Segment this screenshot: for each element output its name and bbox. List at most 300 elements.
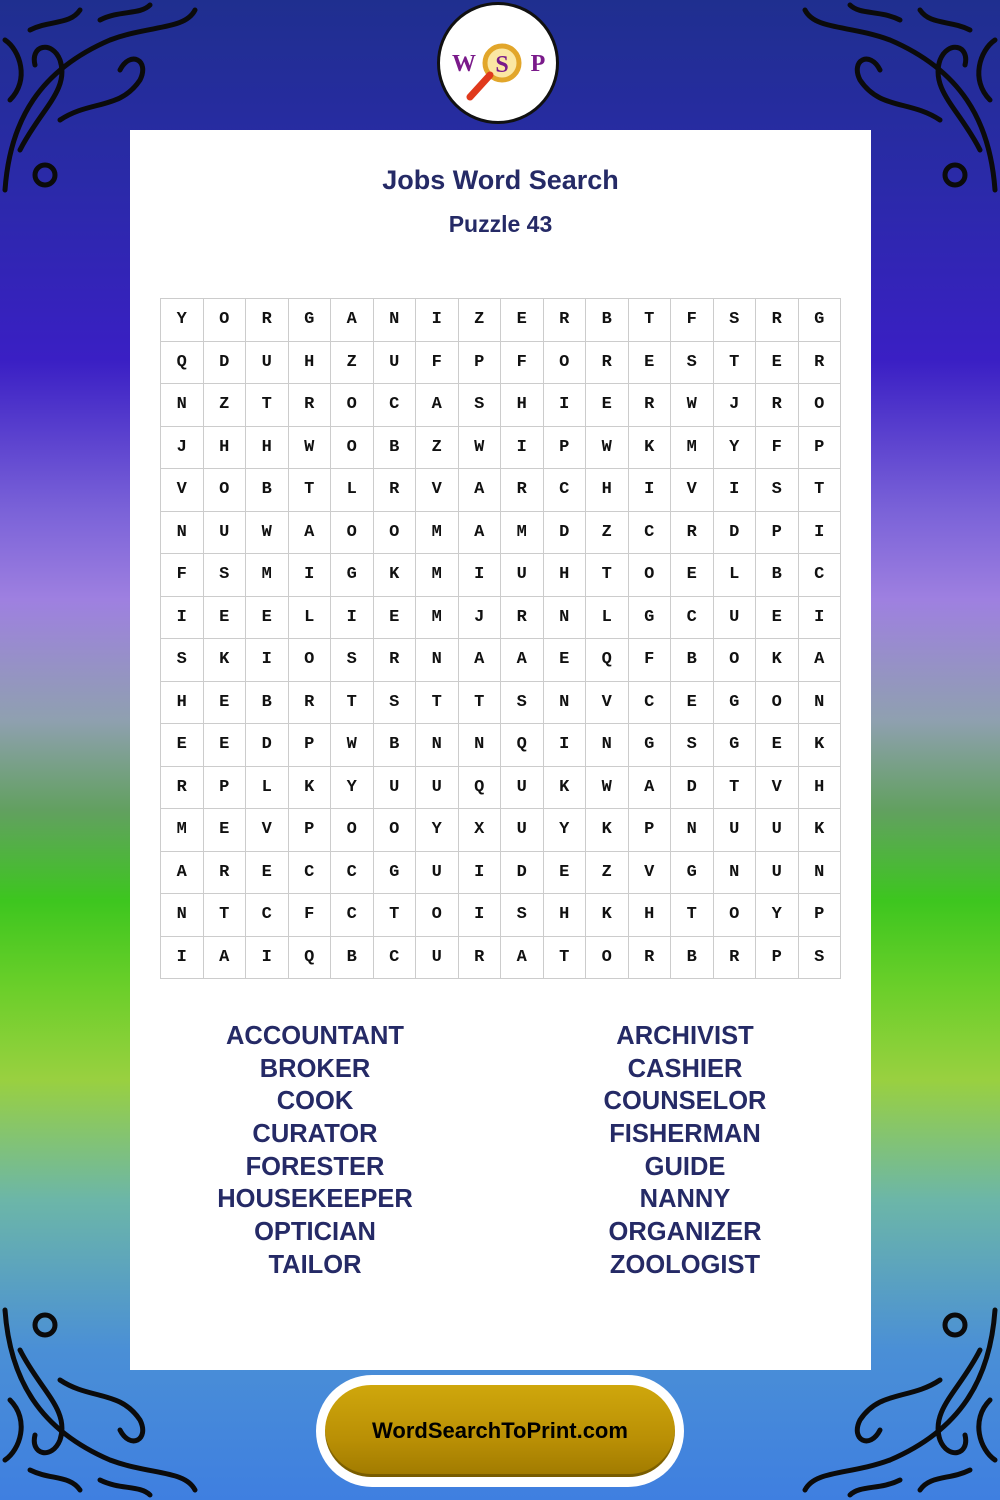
grid-cell[interactable]: P <box>756 936 799 979</box>
grid-cell[interactable]: S <box>458 384 501 427</box>
grid-cell[interactable]: G <box>288 299 331 342</box>
grid-cell[interactable]: A <box>331 299 374 342</box>
grid-cell[interactable]: Z <box>331 341 374 384</box>
grid-cell[interactable]: I <box>543 724 586 767</box>
page-title: Jobs Word Search <box>382 165 619 195</box>
grid-cell[interactable]: A <box>203 936 246 979</box>
grid-cell[interactable]: Q <box>288 936 331 979</box>
grid-cell[interactable]: O <box>756 681 799 724</box>
grid-row <box>161 554 841 597</box>
grid-cell[interactable]: W <box>586 426 629 469</box>
grid-cell[interactable]: B <box>671 936 714 979</box>
grid-cell[interactable]: G <box>713 724 756 767</box>
grid-cell[interactable]: Z <box>586 851 629 894</box>
grid-cell[interactable]: I <box>543 384 586 427</box>
magnifier-logo-icon <box>440 5 556 121</box>
grid-cell[interactable]: R <box>628 384 671 427</box>
grid-cell[interactable]: G <box>331 554 374 597</box>
word-item: FORESTER <box>245 1152 385 1181</box>
grid-cell[interactable]: R <box>373 639 416 682</box>
grid-cell[interactable]: V <box>586 681 629 724</box>
grid-cell[interactable]: A <box>458 469 501 512</box>
grid-cell[interactable]: E <box>246 596 289 639</box>
grid-cell[interactable]: R <box>501 469 544 512</box>
grid-row <box>161 681 841 724</box>
grid-cell[interactable]: V <box>246 809 289 852</box>
grid-cell[interactable]: B <box>671 639 714 682</box>
grid-cell[interactable]: D <box>246 724 289 767</box>
grid-cell[interactable]: I <box>331 596 374 639</box>
grid-cell[interactable]: K <box>586 809 629 852</box>
grid-cell[interactable]: K <box>798 809 841 852</box>
grid-cell[interactable]: E <box>543 639 586 682</box>
grid-cell[interactable]: H <box>203 426 246 469</box>
grid-cell[interactable]: O <box>203 469 246 512</box>
grid-cell[interactable]: R <box>671 511 714 554</box>
logo-letter-p: P <box>530 51 546 77</box>
grid-cell[interactable]: L <box>713 554 756 597</box>
grid-cell[interactable]: S <box>798 936 841 979</box>
grid-cell[interactable]: A <box>416 384 459 427</box>
grid-cell[interactable]: U <box>756 851 799 894</box>
grid-cell[interactable]: N <box>671 809 714 852</box>
logo-letter-s: S <box>495 52 509 78</box>
grid-cell[interactable]: I <box>416 299 459 342</box>
grid-cell[interactable]: R <box>458 936 501 979</box>
puzzle-number: Puzzle 43 <box>448 211 553 237</box>
grid-cell[interactable]: K <box>586 894 629 937</box>
grid-cell[interactable]: E <box>501 299 544 342</box>
grid-cell[interactable]: R <box>246 299 289 342</box>
word-item: CURATOR <box>252 1120 378 1149</box>
grid-cell[interactable]: F <box>628 639 671 682</box>
grid-cell[interactable]: O <box>331 384 374 427</box>
footer-frame <box>316 1375 684 1487</box>
grid-cell[interactable]: F <box>161 554 204 597</box>
grid-row <box>161 426 841 469</box>
word-item: COOK <box>276 1087 354 1116</box>
grid-cell[interactable]: A <box>501 639 544 682</box>
grid-cell[interactable]: C <box>331 851 374 894</box>
grid-cell[interactable]: F <box>756 426 799 469</box>
grid-cell[interactable]: P <box>628 809 671 852</box>
grid-cell[interactable]: I <box>501 426 544 469</box>
grid-cell[interactable]: K <box>756 639 799 682</box>
word-item: ARCHIVIST <box>616 1022 754 1050</box>
grid-cell[interactable]: N <box>798 851 841 894</box>
grid-cell[interactable]: E <box>756 724 799 767</box>
grid-cell[interactable]: T <box>671 894 714 937</box>
grid-cell[interactable]: N <box>161 894 204 937</box>
grid-cell[interactable]: R <box>756 299 799 342</box>
grid-cell[interactable]: A <box>458 639 501 682</box>
grid-cell[interactable]: I <box>288 554 331 597</box>
grid-cell[interactable]: S <box>161 639 204 682</box>
grid-cell[interactable]: Q <box>458 766 501 809</box>
grid-cell[interactable]: O <box>203 299 246 342</box>
word-item: ORGANIZER <box>608 1218 762 1247</box>
grid-cell[interactable]: O <box>713 894 756 937</box>
grid-cell[interactable]: B <box>586 299 629 342</box>
grid-cell[interactable]: K <box>628 426 671 469</box>
grid-cell[interactable]: M <box>416 596 459 639</box>
grid-cell[interactable]: Q <box>501 724 544 767</box>
grid-cell[interactable]: N <box>458 724 501 767</box>
grid-cell[interactable]: P <box>756 511 799 554</box>
grid-cell[interactable]: T <box>416 681 459 724</box>
grid-cell[interactable]: O <box>288 639 331 682</box>
grid-cell[interactable]: I <box>713 469 756 512</box>
grid-cell[interactable]: U <box>756 809 799 852</box>
word-item: ZOOLOGIST <box>609 1250 761 1279</box>
grid-cell[interactable]: U <box>246 341 289 384</box>
grid-cell[interactable]: R <box>288 681 331 724</box>
grid-cell[interactable]: W <box>331 724 374 767</box>
grid-cell[interactable]: T <box>331 681 374 724</box>
grid-cell[interactable]: H <box>628 894 671 937</box>
grid-cell[interactable]: M <box>246 554 289 597</box>
grid-cell[interactable]: I <box>798 596 841 639</box>
grid-cell[interactable]: R <box>713 936 756 979</box>
grid-cell[interactable]: E <box>203 596 246 639</box>
grid-cell[interactable]: U <box>416 766 459 809</box>
grid-cell[interactable]: V <box>671 469 714 512</box>
grid-cell[interactable]: C <box>671 596 714 639</box>
grid-cell[interactable]: I <box>798 511 841 554</box>
grid-cell[interactable]: N <box>798 681 841 724</box>
grid-cell[interactable]: O <box>331 511 374 554</box>
grid-cell[interactable]: K <box>288 766 331 809</box>
grid-cell[interactable]: C <box>628 511 671 554</box>
grid-cell[interactable]: S <box>671 341 714 384</box>
grid-cell[interactable]: S <box>331 639 374 682</box>
grid-cell[interactable]: Z <box>586 511 629 554</box>
grid-cell[interactable]: K <box>543 766 586 809</box>
grid-cell[interactable]: F <box>288 894 331 937</box>
grid-cell[interactable]: I <box>458 851 501 894</box>
grid-cell[interactable]: O <box>586 936 629 979</box>
grid-cell[interactable]: S <box>501 681 544 724</box>
grid-cell[interactable]: P <box>288 724 331 767</box>
grid-cell[interactable]: V <box>161 469 204 512</box>
grid-cell[interactable]: E <box>246 851 289 894</box>
grid-cell[interactable]: T <box>246 384 289 427</box>
word-item: COUNSELOR <box>603 1087 767 1116</box>
grid-cell[interactable]: U <box>203 511 246 554</box>
grid-cell[interactable]: I <box>161 936 204 979</box>
grid-cell[interactable]: W <box>586 766 629 809</box>
grid-cell[interactable]: T <box>458 681 501 724</box>
word-list-right <box>500 1020 870 1282</box>
grid-cell[interactable]: Y <box>331 766 374 809</box>
grid-cell[interactable]: E <box>628 341 671 384</box>
website-link-button[interactable]: WordSearchToPrint.com <box>325 1385 675 1477</box>
grid-cell[interactable]: G <box>671 851 714 894</box>
grid-cell[interactable]: L <box>246 766 289 809</box>
grid-cell[interactable]: C <box>246 894 289 937</box>
grid-cell[interactable]: I <box>246 639 289 682</box>
grid-cell[interactable]: P <box>798 894 841 937</box>
grid-cell[interactable]: R <box>543 299 586 342</box>
grid-cell[interactable]: G <box>798 299 841 342</box>
grid-cell[interactable]: A <box>798 639 841 682</box>
grid-cell[interactable]: T <box>203 894 246 937</box>
grid-cell[interactable]: Z <box>458 299 501 342</box>
grid-cell[interactable]: R <box>628 936 671 979</box>
grid-cell[interactable]: T <box>713 766 756 809</box>
grid-cell[interactable]: O <box>416 894 459 937</box>
grid-cell[interactable]: U <box>501 809 544 852</box>
grid-cell[interactable]: T <box>798 469 841 512</box>
grid-cell[interactable]: O <box>331 809 374 852</box>
grid-cell[interactable]: F <box>416 341 459 384</box>
grid-cell[interactable]: H <box>798 766 841 809</box>
grid-row <box>161 936 841 979</box>
grid-cell[interactable]: N <box>543 596 586 639</box>
grid-cell[interactable]: B <box>756 554 799 597</box>
site-logo[interactable] <box>437 2 559 124</box>
grid-cell[interactable]: W <box>671 384 714 427</box>
grid-cell[interactable]: D <box>713 511 756 554</box>
grid-cell[interactable]: A <box>501 936 544 979</box>
grid-cell[interactable]: A <box>161 851 204 894</box>
grid-cell[interactable]: E <box>756 341 799 384</box>
grid-cell[interactable]: O <box>331 426 374 469</box>
grid-cell[interactable]: H <box>543 554 586 597</box>
grid-cell[interactable]: P <box>458 341 501 384</box>
grid-cell[interactable]: N <box>416 724 459 767</box>
grid-row <box>161 639 841 682</box>
grid-cell[interactable]: H <box>543 894 586 937</box>
grid-cell[interactable]: N <box>161 384 204 427</box>
grid-cell[interactable]: O <box>373 809 416 852</box>
grid-cell[interactable]: E <box>671 681 714 724</box>
grid-row <box>161 299 841 342</box>
grid-cell[interactable]: I <box>246 936 289 979</box>
grid-row <box>161 766 841 809</box>
grid-cell[interactable]: N <box>586 724 629 767</box>
grid-cell[interactable]: Y <box>543 809 586 852</box>
grid-cell[interactable]: U <box>373 341 416 384</box>
word-item: BROKER <box>259 1054 371 1083</box>
grid-cell[interactable]: D <box>543 511 586 554</box>
grid-cell[interactable]: U <box>501 554 544 597</box>
grid-cell[interactable]: T <box>713 341 756 384</box>
grid-cell[interactable]: T <box>373 894 416 937</box>
grid-cell[interactable]: C <box>373 936 416 979</box>
grid-cell[interactable]: R <box>373 469 416 512</box>
grid-cell[interactable]: V <box>628 851 671 894</box>
grid-cell[interactable]: A <box>288 511 331 554</box>
grid-cell[interactable]: Q <box>586 639 629 682</box>
letter-grid <box>160 298 841 979</box>
grid-cell[interactable]: C <box>543 469 586 512</box>
grid-cell[interactable]: G <box>628 596 671 639</box>
grid-cell[interactable]: E <box>373 596 416 639</box>
grid-cell[interactable]: A <box>458 511 501 554</box>
grid-cell[interactable]: M <box>501 511 544 554</box>
grid-cell[interactable]: N <box>373 299 416 342</box>
grid-cell[interactable]: F <box>501 341 544 384</box>
grid-cell[interactable]: L <box>331 469 374 512</box>
grid-cell[interactable]: I <box>458 554 501 597</box>
word-item: HOUSEKEEPER <box>217 1185 413 1214</box>
grid-cell[interactable]: E <box>671 554 714 597</box>
grid-cell[interactable]: M <box>671 426 714 469</box>
logo-letter-w: W <box>452 51 476 77</box>
grid-cell[interactable]: E <box>756 596 799 639</box>
grid-cell[interactable]: G <box>373 851 416 894</box>
grid-cell[interactable]: U <box>416 936 459 979</box>
word-list <box>130 1020 871 1290</box>
grid-cell[interactable]: H <box>501 384 544 427</box>
grid-cell[interactable]: J <box>713 384 756 427</box>
grid-cell[interactable]: I <box>161 596 204 639</box>
grid-cell[interactable]: N <box>713 851 756 894</box>
grid-cell[interactable]: S <box>756 469 799 512</box>
grid-row <box>161 596 841 639</box>
grid-cell[interactable]: R <box>288 384 331 427</box>
grid-cell[interactable]: T <box>628 299 671 342</box>
grid-cell[interactable]: Y <box>713 426 756 469</box>
grid-cell[interactable]: M <box>161 809 204 852</box>
grid-cell[interactable]: I <box>628 469 671 512</box>
grid-cell[interactable]: M <box>416 511 459 554</box>
grid-cell[interactable]: K <box>203 639 246 682</box>
grid-cell[interactable]: O <box>628 554 671 597</box>
grid-cell[interactable]: O <box>713 639 756 682</box>
grid-cell[interactable]: B <box>373 426 416 469</box>
grid-cell[interactable]: P <box>798 426 841 469</box>
grid-cell[interactable]: Q <box>161 341 204 384</box>
grid-cell[interactable]: B <box>246 681 289 724</box>
grid-cell[interactable]: G <box>713 681 756 724</box>
grid-cell[interactable]: M <box>416 554 459 597</box>
grid-cell[interactable]: H <box>161 681 204 724</box>
grid-cell[interactable]: N <box>543 681 586 724</box>
word-list-left <box>130 1020 500 1282</box>
grid-cell[interactable]: K <box>373 554 416 597</box>
grid-cell[interactable]: T <box>543 936 586 979</box>
grid-cell[interactable]: P <box>543 426 586 469</box>
puzzle-card <box>130 130 871 1370</box>
grid-cell[interactable]: W <box>288 426 331 469</box>
grid-cell[interactable]: P <box>288 809 331 852</box>
grid-row <box>161 469 841 512</box>
grid-cell[interactable]: T <box>586 554 629 597</box>
grid-cell[interactable]: S <box>373 681 416 724</box>
grid-cell[interactable]: E <box>586 384 629 427</box>
grid-cell[interactable]: R <box>586 341 629 384</box>
grid-cell[interactable]: Y <box>161 299 204 342</box>
grid-row <box>161 384 841 427</box>
grid-cell[interactable]: H <box>586 469 629 512</box>
grid-cell[interactable]: K <box>798 724 841 767</box>
grid-row <box>161 851 841 894</box>
grid-cell[interactable]: V <box>756 766 799 809</box>
grid-cell[interactable]: E <box>543 851 586 894</box>
grid-cell[interactable]: E <box>203 681 246 724</box>
grid-row <box>161 894 841 937</box>
grid-cell[interactable]: W <box>246 511 289 554</box>
grid-cell[interactable]: J <box>161 426 204 469</box>
grid-cell[interactable]: H <box>288 341 331 384</box>
grid-cell[interactable]: N <box>161 511 204 554</box>
grid-cell[interactable]: L <box>288 596 331 639</box>
grid-row <box>161 341 841 384</box>
grid-cell[interactable]: O <box>373 511 416 554</box>
grid-cell[interactable]: F <box>671 299 714 342</box>
grid-cell[interactable]: C <box>331 894 374 937</box>
grid-cell[interactable]: B <box>373 724 416 767</box>
grid-cell[interactable]: Z <box>203 384 246 427</box>
grid-cell[interactable]: B <box>331 936 374 979</box>
word-item: NANNY <box>639 1185 731 1214</box>
word-item: GUIDE <box>644 1152 726 1181</box>
grid-cell[interactable]: O <box>798 384 841 427</box>
grid-cell[interactable]: Y <box>756 894 799 937</box>
grid-cell[interactable]: Y <box>416 809 459 852</box>
grid-cell[interactable]: R <box>798 341 841 384</box>
grid-cell[interactable]: U <box>501 766 544 809</box>
grid-cell[interactable]: V <box>416 469 459 512</box>
grid-cell[interactable]: S <box>713 299 756 342</box>
grid-cell[interactable]: B <box>246 469 289 512</box>
grid-cell[interactable]: D <box>501 851 544 894</box>
grid-cell[interactable]: R <box>501 596 544 639</box>
grid-cell[interactable]: U <box>373 766 416 809</box>
grid-cell[interactable]: C <box>373 384 416 427</box>
grid-cell[interactable]: E <box>203 809 246 852</box>
grid-cell[interactable]: W <box>458 426 501 469</box>
grid-cell[interactable]: U <box>713 809 756 852</box>
grid-cell[interactable]: U <box>713 596 756 639</box>
grid-cell[interactable]: R <box>756 384 799 427</box>
grid-cell[interactable]: E <box>203 724 246 767</box>
grid-cell[interactable]: C <box>288 851 331 894</box>
grid-cell[interactable]: Z <box>416 426 459 469</box>
grid-cell[interactable]: A <box>628 766 671 809</box>
grid-cell[interactable]: P <box>203 766 246 809</box>
grid-cell[interactable]: L <box>586 596 629 639</box>
word-item: OPTICIAN <box>254 1218 376 1247</box>
grid-row <box>161 809 841 852</box>
grid-cell[interactable]: X <box>458 809 501 852</box>
grid-cell[interactable]: C <box>798 554 841 597</box>
word-item: FISHERMAN <box>609 1120 761 1149</box>
grid-cell[interactable]: T <box>288 469 331 512</box>
grid-cell[interactable]: H <box>246 426 289 469</box>
grid-cell[interactable]: S <box>671 724 714 767</box>
grid-cell[interactable]: U <box>416 851 459 894</box>
grid-cell[interactable]: J <box>458 596 501 639</box>
grid-cell[interactable]: S <box>203 554 246 597</box>
grid-cell[interactable]: C <box>628 681 671 724</box>
grid-cell[interactable]: G <box>628 724 671 767</box>
grid-cell[interactable]: I <box>458 894 501 937</box>
grid-cell[interactable]: E <box>161 724 204 767</box>
grid-cell[interactable]: D <box>203 341 246 384</box>
grid-cell[interactable]: S <box>501 894 544 937</box>
grid-cell[interactable]: O <box>543 341 586 384</box>
grid-cell[interactable]: R <box>203 851 246 894</box>
grid-cell[interactable]: D <box>671 766 714 809</box>
grid-cell[interactable]: R <box>161 766 204 809</box>
word-item: CASHIER <box>627 1054 743 1083</box>
grid-cell[interactable]: N <box>416 639 459 682</box>
grid-row <box>161 724 841 767</box>
word-item: ACCOUNTANT <box>225 1022 404 1050</box>
